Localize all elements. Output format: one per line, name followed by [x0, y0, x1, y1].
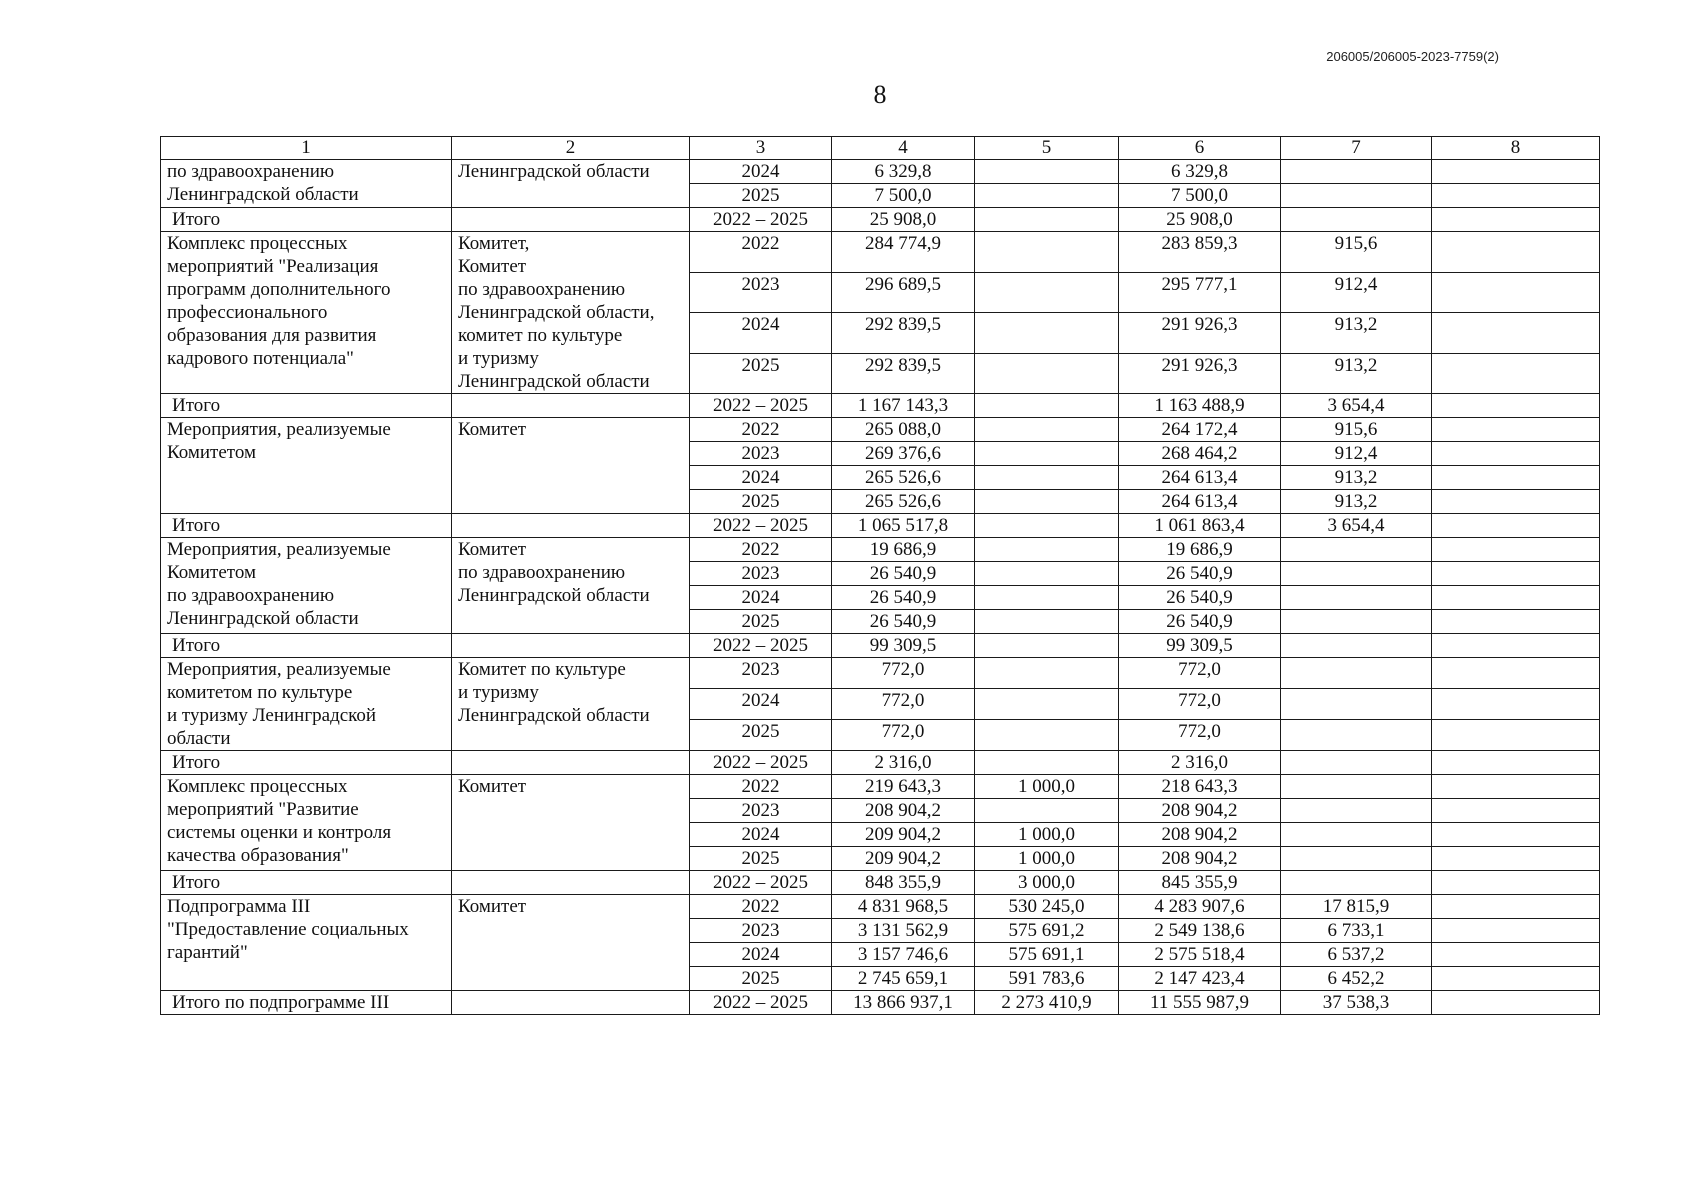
- other-funding-cell: [1432, 538, 1600, 562]
- other-funding-cell: [1432, 967, 1600, 991]
- local-funding-cell: [1281, 538, 1432, 562]
- local-funding-cell: 6 452,2: [1281, 967, 1432, 991]
- local-funding-cell: 913,2: [1281, 490, 1432, 514]
- total-funding-cell: 265 526,6: [832, 466, 975, 490]
- table-row: [161, 895, 1600, 919]
- regional-funding-cell: 845 355,9: [1119, 871, 1281, 895]
- total-funding-cell: 292 839,5: [832, 313, 975, 354]
- regional-funding-cell: 7 500,0: [1119, 184, 1281, 208]
- federal-funding-cell: [975, 208, 1119, 232]
- local-funding-cell: [1281, 208, 1432, 232]
- federal-funding-cell: [975, 514, 1119, 538]
- regional-funding-cell: 99 309,5: [1119, 634, 1281, 658]
- year-range-cell: 2022 – 2025: [690, 634, 832, 658]
- other-funding-cell: [1432, 610, 1600, 634]
- federal-funding-cell: [975, 442, 1119, 466]
- federal-funding-cell: [975, 538, 1119, 562]
- local-funding-cell: [1281, 562, 1432, 586]
- local-funding-cell: 17 815,9: [1281, 895, 1432, 919]
- year-range-cell: 2022 – 2025: [690, 394, 832, 418]
- total-row: [161, 871, 1600, 895]
- year-cell: 2023: [690, 442, 832, 466]
- year-cell: 2025: [690, 184, 832, 208]
- total-funding-cell: 284 774,9: [832, 232, 975, 273]
- regional-funding-cell: 772,0: [1119, 720, 1281, 751]
- year-cell: 2022: [690, 418, 832, 442]
- other-funding-cell: [1432, 919, 1600, 943]
- executor-cell: [452, 634, 690, 658]
- federal-funding-cell: [975, 799, 1119, 823]
- total-funding-cell: 13 866 937,1: [832, 991, 975, 1015]
- regional-funding-cell: 208 904,2: [1119, 847, 1281, 871]
- total-label-cell: Итого: [161, 871, 452, 895]
- year-cell: 2022: [690, 538, 832, 562]
- federal-funding-cell: [975, 184, 1119, 208]
- header-cell: 3: [690, 137, 832, 160]
- year-cell: 2024: [690, 586, 832, 610]
- federal-funding-cell: 2 273 410,9: [975, 991, 1119, 1015]
- year-cell: 2022: [690, 232, 832, 273]
- total-funding-cell: 1 065 517,8: [832, 514, 975, 538]
- other-funding-cell: [1432, 847, 1600, 871]
- other-funding-cell: [1432, 160, 1600, 184]
- year-cell: 2025: [690, 353, 832, 394]
- local-funding-cell: 913,2: [1281, 466, 1432, 490]
- total-funding-cell: 99 309,5: [832, 634, 975, 658]
- year-cell: 2025: [690, 490, 832, 514]
- year-cell: 2025: [690, 720, 832, 751]
- local-funding-cell: 912,4: [1281, 442, 1432, 466]
- other-funding-cell: [1432, 466, 1600, 490]
- local-funding-cell: [1281, 160, 1432, 184]
- other-funding-cell: [1432, 232, 1600, 273]
- year-range-cell: 2022 – 2025: [690, 991, 832, 1015]
- local-funding-cell: [1281, 658, 1432, 689]
- year-cell: 2023: [690, 658, 832, 689]
- regional-funding-cell: 264 613,4: [1119, 490, 1281, 514]
- executor-cell: [452, 991, 690, 1015]
- other-funding-cell: [1432, 720, 1600, 751]
- regional-funding-cell: 208 904,2: [1119, 799, 1281, 823]
- year-cell: 2024: [690, 823, 832, 847]
- federal-funding-cell: [975, 418, 1119, 442]
- regional-funding-cell: 1 061 863,4: [1119, 514, 1281, 538]
- local-funding-cell: [1281, 847, 1432, 871]
- federal-funding-cell: [975, 313, 1119, 354]
- local-funding-cell: [1281, 823, 1432, 847]
- federal-funding-cell: 1 000,0: [975, 775, 1119, 799]
- header-row: [161, 137, 1600, 160]
- regional-funding-cell: 2 316,0: [1119, 751, 1281, 775]
- federal-funding-cell: 575 691,2: [975, 919, 1119, 943]
- executor-cell: [452, 394, 690, 418]
- page-number: 8: [873, 80, 887, 109]
- other-funding-cell: [1432, 658, 1600, 689]
- total-label-cell: Итого: [161, 634, 452, 658]
- other-funding-cell: [1432, 353, 1600, 394]
- executor-cell: Комитет: [452, 895, 690, 991]
- federal-funding-cell: [975, 272, 1119, 313]
- local-funding-cell: [1281, 799, 1432, 823]
- other-funding-cell: [1432, 490, 1600, 514]
- total-funding-cell: 208 904,2: [832, 799, 975, 823]
- regional-funding-cell: 2 575 518,4: [1119, 943, 1281, 967]
- federal-funding-cell: [975, 353, 1119, 394]
- local-funding-cell: 915,6: [1281, 418, 1432, 442]
- local-funding-cell: 913,2: [1281, 353, 1432, 394]
- federal-funding-cell: [975, 689, 1119, 720]
- header-cell: 4: [832, 137, 975, 160]
- regional-funding-cell: 218 643,3: [1119, 775, 1281, 799]
- header-cell: 5: [975, 137, 1119, 160]
- total-funding-cell: 265 088,0: [832, 418, 975, 442]
- total-funding-cell: 219 643,3: [832, 775, 975, 799]
- local-funding-cell: 6 733,1: [1281, 919, 1432, 943]
- federal-funding-cell: [975, 394, 1119, 418]
- executor-cell: [452, 514, 690, 538]
- federal-funding-cell: [975, 232, 1119, 273]
- executor-cell: Комитет, Комитет по здравоохранению Ленинградской области, комитет по культуре и туризму Ленинградской области: [452, 232, 690, 394]
- activity-name-cell: Подпрограмма III "Предоставление социальных гарантий": [161, 895, 452, 991]
- local-funding-cell: [1281, 634, 1432, 658]
- total-label-cell: Итого: [161, 394, 452, 418]
- local-funding-cell: [1281, 871, 1432, 895]
- year-cell: 2024: [690, 466, 832, 490]
- activity-name-cell: Мероприятия, реализуемые Комитетом: [161, 418, 452, 514]
- regional-funding-cell: 26 540,9: [1119, 562, 1281, 586]
- table-row: [161, 775, 1600, 799]
- total-funding-cell: 26 540,9: [832, 562, 975, 586]
- executor-cell: Комитет: [452, 775, 690, 871]
- local-funding-cell: 3 654,4: [1281, 394, 1432, 418]
- total-label-cell: Итого: [161, 208, 452, 232]
- local-funding-cell: 6 537,2: [1281, 943, 1432, 967]
- other-funding-cell: [1432, 871, 1600, 895]
- executor-cell: [452, 751, 690, 775]
- year-cell: 2024: [690, 943, 832, 967]
- other-funding-cell: [1432, 634, 1600, 658]
- total-funding-cell: 19 686,9: [832, 538, 975, 562]
- table-row: [161, 538, 1600, 562]
- total-funding-cell: 1 167 143,3: [832, 394, 975, 418]
- local-funding-cell: [1281, 184, 1432, 208]
- year-range-cell: 2022 – 2025: [690, 208, 832, 232]
- total-label-cell: Итого по подпрограмме III: [161, 991, 452, 1015]
- other-funding-cell: [1432, 184, 1600, 208]
- total-row: [161, 751, 1600, 775]
- other-funding-cell: [1432, 313, 1600, 354]
- federal-funding-cell: [975, 751, 1119, 775]
- federal-funding-cell: [975, 720, 1119, 751]
- total-row: [161, 514, 1600, 538]
- other-funding-cell: [1432, 562, 1600, 586]
- total-funding-cell: 25 908,0: [832, 208, 975, 232]
- federal-funding-cell: 3 000,0: [975, 871, 1119, 895]
- local-funding-cell: 912,4: [1281, 272, 1432, 313]
- year-cell: 2022: [690, 775, 832, 799]
- local-funding-cell: 915,6: [1281, 232, 1432, 273]
- total-funding-cell: 296 689,5: [832, 272, 975, 313]
- total-funding-cell: 2 745 659,1: [832, 967, 975, 991]
- other-funding-cell: [1432, 514, 1600, 538]
- other-funding-cell: [1432, 775, 1600, 799]
- total-funding-cell: 2 316,0: [832, 751, 975, 775]
- local-funding-cell: [1281, 720, 1432, 751]
- federal-funding-cell: [975, 610, 1119, 634]
- total-funding-cell: 848 355,9: [832, 871, 975, 895]
- year-cell: 2023: [690, 919, 832, 943]
- header-cell: 6: [1119, 137, 1281, 160]
- regional-funding-cell: 268 464,2: [1119, 442, 1281, 466]
- regional-funding-cell: 1 163 488,9: [1119, 394, 1281, 418]
- federal-funding-cell: 591 783,6: [975, 967, 1119, 991]
- activity-name-cell: Комплекс процессных мероприятий "Реализация программ дополнительного профессионального образования для развития кадрового потенциала": [161, 232, 452, 394]
- regional-funding-cell: 283 859,3: [1119, 232, 1281, 273]
- other-funding-cell: [1432, 943, 1600, 967]
- year-cell: 2024: [690, 689, 832, 720]
- total-row: [161, 208, 1600, 232]
- year-cell: 2023: [690, 562, 832, 586]
- regional-funding-cell: 264 172,4: [1119, 418, 1281, 442]
- local-funding-cell: 3 654,4: [1281, 514, 1432, 538]
- regional-funding-cell: 2 549 138,6: [1119, 919, 1281, 943]
- total-label-cell: Итого: [161, 514, 452, 538]
- federal-funding-cell: 575 691,1: [975, 943, 1119, 967]
- total-funding-cell: 209 904,2: [832, 823, 975, 847]
- total-funding-cell: 209 904,2: [832, 847, 975, 871]
- year-range-cell: 2022 – 2025: [690, 871, 832, 895]
- table-row: [161, 418, 1600, 442]
- total-funding-cell: 3 131 562,9: [832, 919, 975, 943]
- other-funding-cell: [1432, 418, 1600, 442]
- year-cell: 2024: [690, 160, 832, 184]
- activity-name-cell: Мероприятия, реализуемые комитетом по культуре и туризму Ленинградской области: [161, 658, 452, 751]
- table-row: [161, 160, 1600, 184]
- local-funding-cell: [1281, 775, 1432, 799]
- other-funding-cell: [1432, 895, 1600, 919]
- regional-funding-cell: 291 926,3: [1119, 313, 1281, 354]
- total-row: [161, 991, 1600, 1015]
- total-row: [161, 634, 1600, 658]
- regional-funding-cell: 208 904,2: [1119, 823, 1281, 847]
- total-label-cell: Итого: [161, 751, 452, 775]
- total-funding-cell: 269 376,6: [832, 442, 975, 466]
- total-funding-cell: 265 526,6: [832, 490, 975, 514]
- federal-funding-cell: [975, 466, 1119, 490]
- other-funding-cell: [1432, 799, 1600, 823]
- local-funding-cell: [1281, 586, 1432, 610]
- federal-funding-cell: 1 000,0: [975, 823, 1119, 847]
- local-funding-cell: [1281, 689, 1432, 720]
- year-cell: 2025: [690, 610, 832, 634]
- regional-funding-cell: 26 540,9: [1119, 586, 1281, 610]
- regional-funding-cell: 19 686,9: [1119, 538, 1281, 562]
- year-range-cell: 2022 – 2025: [690, 751, 832, 775]
- regional-funding-cell: 264 613,4: [1119, 466, 1281, 490]
- activity-name-cell: Мероприятия, реализуемые Комитетом по здравоохранению Ленинградской области: [161, 538, 452, 634]
- total-row: [161, 394, 1600, 418]
- regional-funding-cell: 4 283 907,6: [1119, 895, 1281, 919]
- other-funding-cell: [1432, 272, 1600, 313]
- total-funding-cell: 772,0: [832, 720, 975, 751]
- regional-funding-cell: 26 540,9: [1119, 610, 1281, 634]
- total-funding-cell: 4 831 968,5: [832, 895, 975, 919]
- executor-cell: Комитет по здравоохранению Ленинградской области: [452, 538, 690, 634]
- table-body: [161, 137, 1600, 1015]
- executor-cell: [452, 871, 690, 895]
- other-funding-cell: [1432, 823, 1600, 847]
- header-cell: 2: [452, 137, 690, 160]
- other-funding-cell: [1432, 751, 1600, 775]
- regional-funding-cell: 6 329,8: [1119, 160, 1281, 184]
- table-row: [161, 232, 1600, 273]
- regional-funding-cell: 295 777,1: [1119, 272, 1281, 313]
- other-funding-cell: [1432, 442, 1600, 466]
- executor-cell: Комитет: [452, 418, 690, 514]
- executor-cell: Ленинградской области: [452, 160, 690, 208]
- activity-name-cell: по здравоохранению Ленинградской области: [161, 160, 452, 208]
- total-funding-cell: 772,0: [832, 689, 975, 720]
- other-funding-cell: [1432, 586, 1600, 610]
- regional-funding-cell: 772,0: [1119, 689, 1281, 720]
- federal-funding-cell: [975, 586, 1119, 610]
- regional-funding-cell: 2 147 423,4: [1119, 967, 1281, 991]
- local-funding-cell: [1281, 751, 1432, 775]
- total-funding-cell: 7 500,0: [832, 184, 975, 208]
- year-cell: 2025: [690, 847, 832, 871]
- local-funding-cell: 37 538,3: [1281, 991, 1432, 1015]
- federal-funding-cell: 1 000,0: [975, 847, 1119, 871]
- table-row: [161, 658, 1600, 689]
- year-cell: 2022: [690, 895, 832, 919]
- federal-funding-cell: [975, 658, 1119, 689]
- local-funding-cell: [1281, 610, 1432, 634]
- other-funding-cell: [1432, 394, 1600, 418]
- activity-name-cell: Комплекс процессных мероприятий "Развитие системы оценки и контроля качества образования": [161, 775, 452, 871]
- header-cell: 1: [161, 137, 452, 160]
- federal-funding-cell: [975, 562, 1119, 586]
- header-cell: 7: [1281, 137, 1432, 160]
- regional-funding-cell: 291 926,3: [1119, 353, 1281, 394]
- year-cell: 2025: [690, 967, 832, 991]
- total-funding-cell: 292 839,5: [832, 353, 975, 394]
- executor-cell: [452, 208, 690, 232]
- regional-funding-cell: 11 555 987,9: [1119, 991, 1281, 1015]
- year-range-cell: 2022 – 2025: [690, 514, 832, 538]
- local-funding-cell: 913,2: [1281, 313, 1432, 354]
- federal-funding-cell: [975, 634, 1119, 658]
- other-funding-cell: [1432, 991, 1600, 1015]
- executor-cell: Комитет по культуре и туризму Ленинградской области: [452, 658, 690, 751]
- year-cell: 2023: [690, 272, 832, 313]
- total-funding-cell: 6 329,8: [832, 160, 975, 184]
- total-funding-cell: 772,0: [832, 658, 975, 689]
- other-funding-cell: [1432, 689, 1600, 720]
- total-funding-cell: 3 157 746,6: [832, 943, 975, 967]
- budget-table: [160, 136, 1600, 1015]
- federal-funding-cell: 530 245,0: [975, 895, 1119, 919]
- total-funding-cell: 26 540,9: [832, 586, 975, 610]
- federal-funding-cell: [975, 160, 1119, 184]
- year-cell: 2023: [690, 799, 832, 823]
- header-cell: 8: [1432, 137, 1600, 160]
- document-id: 206005/206005-2023-7759(2): [1326, 49, 1499, 64]
- federal-funding-cell: [975, 490, 1119, 514]
- regional-funding-cell: 25 908,0: [1119, 208, 1281, 232]
- year-cell: 2024: [690, 313, 832, 354]
- regional-funding-cell: 772,0: [1119, 658, 1281, 689]
- total-funding-cell: 26 540,9: [832, 610, 975, 634]
- other-funding-cell: [1432, 208, 1600, 232]
